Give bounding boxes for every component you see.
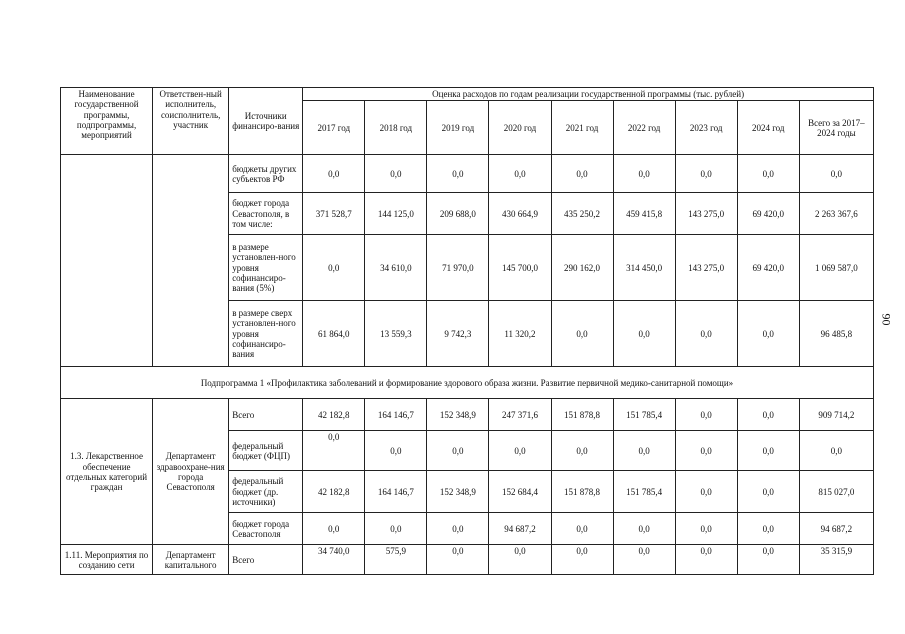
value-cell: 435 250,2 (551, 193, 613, 235)
value-cell: 145 700,0 (489, 235, 551, 301)
value-cell: 430 664,9 (489, 193, 551, 235)
value-cell: 94 687,2 (489, 513, 551, 545)
source-cell: в размере установлен-ного уровня софинансиро-вания (5%) (229, 235, 303, 301)
value-cell: 71 970,0 (427, 235, 489, 301)
value-cell: 0,0 (489, 431, 551, 471)
value-cell: 0,0 (427, 155, 489, 193)
value-cell: 9 742,3 (427, 301, 489, 367)
value-cell: 151 785,4 (613, 399, 675, 431)
header-row-1 (61, 88, 874, 101)
value-cell: 0,0 (737, 155, 799, 193)
value-cell: 164 146,7 (365, 399, 427, 431)
header-year: 2021 год (551, 101, 613, 155)
header-executor: Ответствен-ный исполнитель, соисполнитель, участник (153, 88, 229, 155)
value-cell: 0,0 (551, 513, 613, 545)
value-cell: 143 275,0 (675, 193, 737, 235)
table-row (61, 155, 874, 193)
total-cell: 0,0 (799, 155, 873, 193)
table-row (61, 399, 874, 431)
value-cell: 371 528,7 (303, 193, 365, 235)
value-cell: 0,0 (613, 545, 675, 575)
value-cell: 0,0 (551, 301, 613, 367)
header-year: 2019 год (427, 101, 489, 155)
value-cell: 0,0 (737, 545, 799, 575)
subprogram-title: Подпрограмма 1 «Профилактика заболеваний и формирование здорового образа жизни. Развитие первичной медико-санитарной помощи» (61, 367, 874, 399)
value-cell: 0,0 (427, 431, 489, 471)
value-cell: 209 688,0 (427, 193, 489, 235)
header-total: Всего за 2017–2024 годы (799, 101, 873, 155)
source-cell: Всего (229, 399, 303, 431)
value-cell: 0,0 (737, 431, 799, 471)
total-cell: 2 263 367,6 (799, 193, 873, 235)
program-name: 1.11. Мероприятия по созданию сети (61, 545, 153, 575)
value-cell: 0,0 (737, 399, 799, 431)
program-cell-empty (61, 155, 153, 367)
value-cell: 0,0 (613, 513, 675, 545)
source-cell: федеральный бюджет (др. источники) (229, 471, 303, 513)
value-cell: 61 864,0 (303, 301, 365, 367)
value-cell: 0,0 (303, 155, 365, 193)
header-year: 2017 год (303, 101, 365, 155)
source-cell: в размере сверх установлен-ного уровня софинансиро-вания (229, 301, 303, 367)
value-cell: 164 146,7 (365, 471, 427, 513)
value-cell: 0,0 (303, 513, 365, 545)
value-cell: 314 450,0 (613, 235, 675, 301)
program-name: 1.3. Лекарственное обеспечение отдельных категорий граждан (61, 399, 153, 545)
subprogram-row (61, 367, 874, 399)
value-cell: 0,0 (303, 431, 365, 471)
header-year: 2020 год (489, 101, 551, 155)
value-cell: 0,0 (427, 545, 489, 575)
value-cell: 0,0 (303, 235, 365, 301)
value-cell: 0,0 (675, 301, 737, 367)
source-cell: бюджеты других субъектов РФ (229, 155, 303, 193)
value-cell: 69 420,0 (737, 193, 799, 235)
header-year: 2023 год (675, 101, 737, 155)
executor-cell-empty (153, 155, 229, 367)
value-cell: 0,0 (613, 155, 675, 193)
total-cell: 909 714,2 (799, 399, 873, 431)
total-cell: 815 027,0 (799, 471, 873, 513)
value-cell: 0,0 (675, 545, 737, 575)
value-cell: 42 182,8 (303, 471, 365, 513)
value-cell: 11 320,2 (489, 301, 551, 367)
value-cell: 34 740,0 (303, 545, 365, 575)
value-cell: 0,0 (737, 471, 799, 513)
value-cell: 151 785,4 (613, 471, 675, 513)
value-cell: 0,0 (551, 155, 613, 193)
value-cell: 152 348,9 (427, 399, 489, 431)
total-cell: 35 315,9 (799, 545, 873, 575)
value-cell: 69 420,0 (737, 235, 799, 301)
header-year: 2024 год (737, 101, 799, 155)
value-cell: 0,0 (613, 301, 675, 367)
executor-name: Департамент здравоохране-ния города Севастополя (153, 399, 229, 545)
page-number: 90 (879, 313, 894, 326)
header-source: Источники финансиро-вания (229, 88, 303, 155)
source-cell: бюджет города Севастополя, в том числе: (229, 193, 303, 235)
total-cell: 0,0 (799, 431, 873, 471)
table-row (61, 545, 874, 575)
total-cell: 94 687,2 (799, 513, 873, 545)
value-cell: 0,0 (365, 431, 427, 471)
value-cell: 143 275,0 (675, 235, 737, 301)
source-cell: федеральный бюджет (ФЦП) (229, 431, 303, 471)
executor-name: Департамент капитального (153, 545, 229, 575)
value-cell: 0,0 (675, 155, 737, 193)
value-cell: 151 878,8 (551, 399, 613, 431)
value-cell: 0,0 (365, 155, 427, 193)
total-cell: 96 485,8 (799, 301, 873, 367)
header-group-title: Оценка расходов по годам реализации государственной программы (тыс. рублей) (303, 88, 874, 101)
value-cell: 42 182,8 (303, 399, 365, 431)
source-cell: Всего (229, 545, 303, 575)
value-cell: 459 415,8 (613, 193, 675, 235)
header-year: 2022 год (613, 101, 675, 155)
value-cell: 13 559,3 (365, 301, 427, 367)
value-cell: 0,0 (675, 513, 737, 545)
total-cell: 1 069 587,0 (799, 235, 873, 301)
value-cell: 0,0 (675, 399, 737, 431)
header-year: 2018 год (365, 101, 427, 155)
value-cell: 34 610,0 (365, 235, 427, 301)
value-cell: 0,0 (675, 431, 737, 471)
value-cell: 575,9 (365, 545, 427, 575)
value-cell: 152 684,4 (489, 471, 551, 513)
value-cell: 0,0 (675, 471, 737, 513)
header-program: Наименование государственной программы, подпрограммы, мероприятий (61, 88, 153, 155)
value-cell: 144 125,0 (365, 193, 427, 235)
value-cell: 247 371,6 (489, 399, 551, 431)
value-cell: 0,0 (427, 513, 489, 545)
value-cell: 0,0 (365, 513, 427, 545)
value-cell: 290 162,0 (551, 235, 613, 301)
source-cell: бюджет города Севастополя (229, 513, 303, 545)
value-cell: 0,0 (489, 545, 551, 575)
value-cell: 0,0 (489, 155, 551, 193)
value-cell: 0,0 (551, 431, 613, 471)
value-cell: 0,0 (737, 513, 799, 545)
value-cell: 0,0 (551, 545, 613, 575)
value-cell: 0,0 (613, 431, 675, 471)
value-cell: 0,0 (737, 301, 799, 367)
budget-table (60, 87, 874, 575)
value-cell: 151 878,8 (551, 471, 613, 513)
value-cell: 152 348,9 (427, 471, 489, 513)
